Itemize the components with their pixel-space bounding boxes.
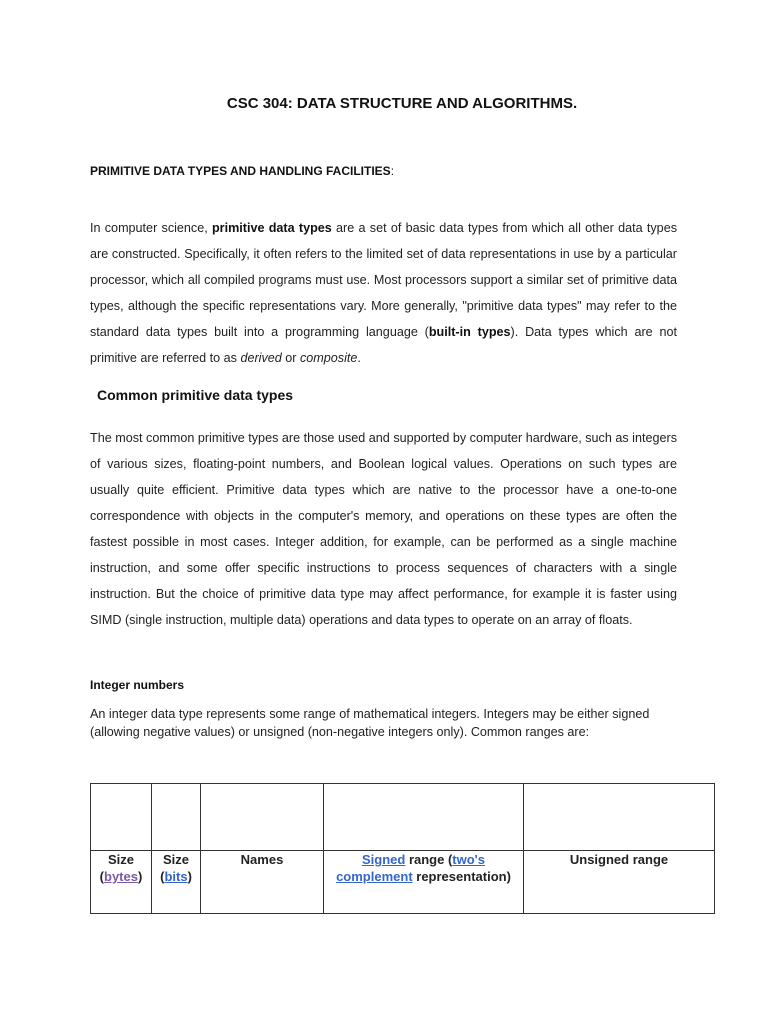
intro-paragraph [90, 215, 677, 371]
section-heading [90, 164, 394, 178]
twos-complement-link[interactable]: two's complement [336, 852, 485, 884]
intro-text-3: ). Data types which are not primitive are referred to as [90, 325, 677, 365]
paren-close: ) [137, 869, 143, 884]
header-signed-range [324, 851, 524, 914]
representation-text: representation) [412, 869, 511, 884]
header-size-label: Size [107, 852, 134, 867]
table-cell [152, 784, 201, 851]
bits-link[interactable]: bits [164, 869, 188, 884]
document-title: CSC 304: DATA STRUCTURE AND ALGORITHMS. [226, 95, 578, 112]
signed-link[interactable]: Signed [361, 852, 406, 867]
table-empty-row [91, 784, 715, 851]
header-size-bytes [91, 851, 152, 914]
paren-open: ( [160, 869, 165, 884]
table-cell [201, 784, 324, 851]
intro-text-5: . [357, 351, 361, 365]
paren-open: ( [99, 869, 105, 884]
header-size-bits [152, 851, 201, 914]
table-cell [91, 784, 152, 851]
bytes-link[interactable]: bytes [104, 869, 138, 884]
intro-italic-composite: composite [300, 351, 358, 365]
table-cell [324, 784, 524, 851]
intro-text-4: or [281, 351, 300, 365]
common-types-paragraph: The most common primitive types are those used and supported by computer hardware, such as integers of various sizes, floating-point numbers, and Boolean logical values. Operations on such types are usually quite efficient. Primitive data types which are native to the processor have a one-to-one correspondence with objects in the computer's memory, and operations on these types are often the fastest possible in most cases. Integer addition, for example, can be performed as a single machine instruction, and some offer specific instructions to process sequences of characters with a single instruction. But the choice of primitive data type may affect performance, for example it is faster using SIMD (single instruction, multiple data) operations and data types to operate on an array of floats. [90, 431, 677, 627]
intro-italic-derived: derived [240, 351, 282, 365]
intro-bold-builtin: built-in types [428, 325, 511, 339]
signed-range-text: range ( [405, 852, 453, 867]
intro-text-2: are a set of basic data types from which all other data types are constructed. Specifically, it often refers to the limited set of data representations in use by a particular processor, which all compiled programs must use. Most processors support a similar set of primitive data types, although the specific representations vary. More generally, "primitive data types" may refer to the standard data types built into a programming language ( [90, 221, 677, 339]
header-names: Names [201, 851, 324, 914]
section-heading-text: PRIMITIVE DATA TYPES AND HANDLING FACILITIES [90, 164, 391, 178]
table-cell [524, 784, 715, 851]
intro-text-1: In computer science, [90, 221, 212, 235]
integer-numbers-heading: Integer numbers [90, 678, 185, 692]
header-unsigned-range: Unsigned range [524, 851, 715, 914]
header-size-label: Size [162, 852, 189, 867]
section-heading-colon: : [390, 164, 395, 178]
paren-close: ) [187, 869, 192, 884]
integer-paragraph: An integer data type represents some range of mathematical integers. Integers may be either signed (allowing negative values) or unsigned (non-negative integers only). Common ranges are: [90, 707, 650, 739]
intro-bold-primitive: primitive data types [211, 221, 332, 235]
integer-ranges-table [90, 783, 715, 914]
common-types-heading: Common primitive data types [97, 387, 294, 403]
table-header-row [91, 851, 715, 914]
